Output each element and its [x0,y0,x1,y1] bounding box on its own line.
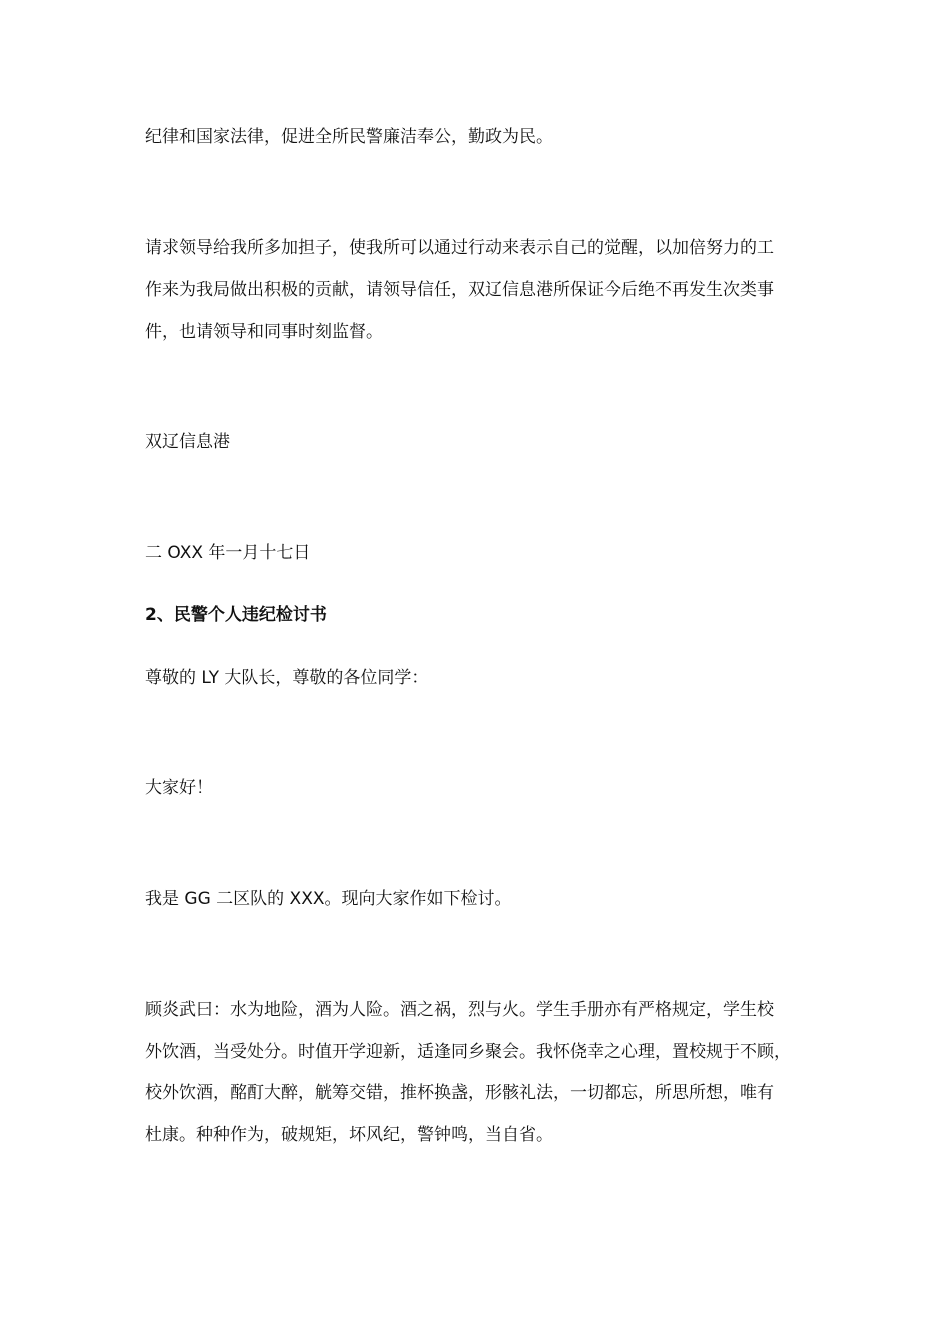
intro-line: 我是 GG 二区队的 XXX。现向大家作如下检讨。 [145,889,512,909]
paragraph-line: 请求领导给我所多加担子，使我所可以通过行动来表示自己的觉醒，以加倍努力的工 [145,238,774,258]
paragraph-line: 杜康。种种作为，破规矩，坏风纪，警钟鸣，当自省。 [145,1125,553,1145]
salutation: 尊敬的 LY 大队长，尊敬的各位同学： [145,668,429,688]
date: 二 OXX 年一月十七日 [145,543,311,563]
greeting: 大家好！ [145,778,213,798]
paragraph-line: 纪律和国家法律，促进全所民警廉洁奉公，勤政为民。 [145,127,553,147]
section-heading: 2、民警个人违纪检讨书 [145,605,327,625]
paragraph-line: 校外饮酒，酩酊大醉，觥筹交错，推杯换盏，形骸礼法，一切都忘，所思所想，唯有 [145,1083,774,1103]
paragraph-line: 作来为我局做出积极的贡献，请领导信任，双辽信息港所保证今后绝不再发生次类事 [145,280,774,300]
paragraph-line: 顾炎武曰：水为地险，酒为人险。酒之祸，烈与火。学生手册亦有严格规定，学生校 [145,1000,774,1020]
paragraph-line: 件，也请领导和同事时刻监督。 [145,322,383,342]
paragraph-line: 外饮酒，当受处分。时值开学迎新，适逢同乡聚会。我怀侥幸之心理，置校规于不顾， [145,1042,791,1062]
signature: 双辽信息港 [145,432,230,452]
